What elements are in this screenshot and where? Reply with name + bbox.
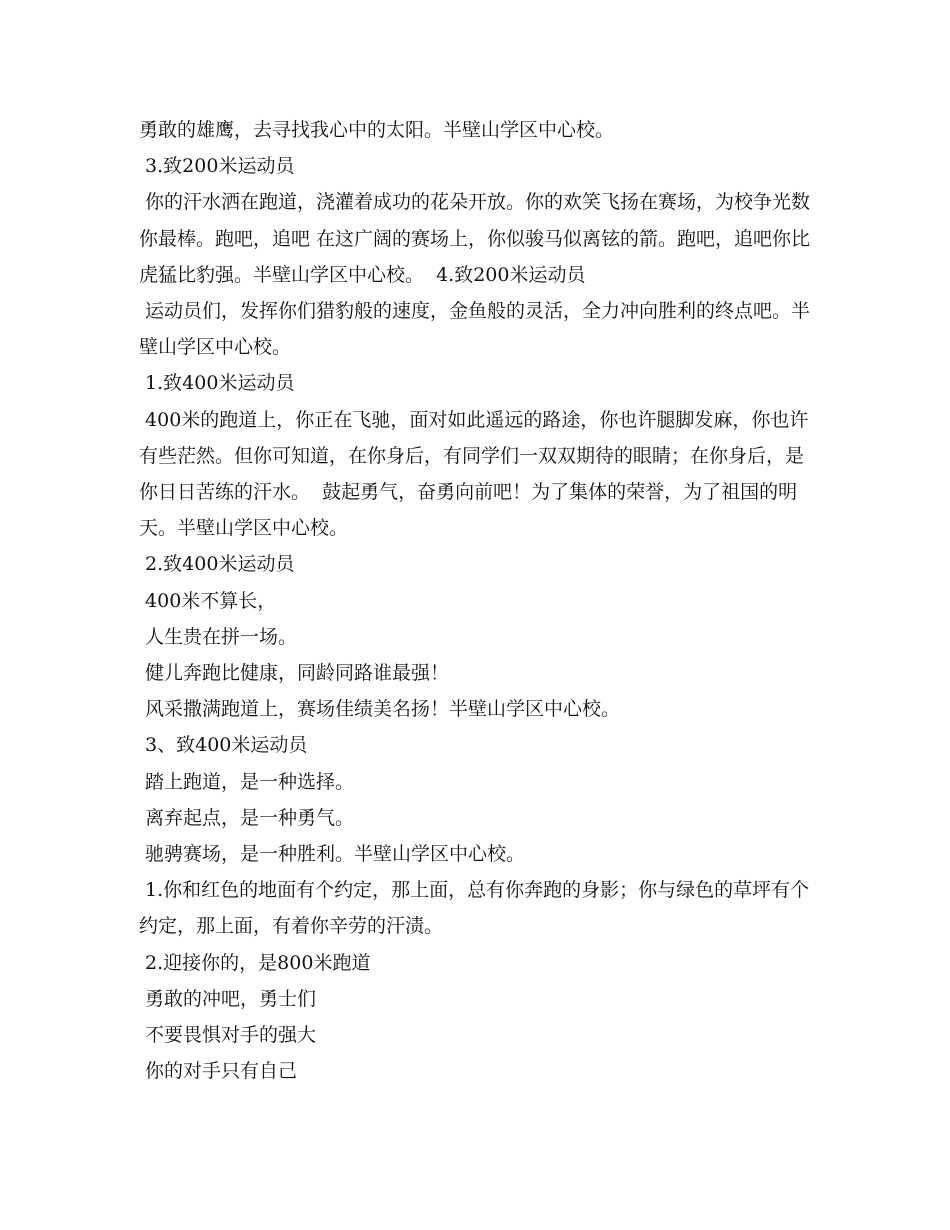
- poem-line: 健儿奔跑比健康，同龄同路谁最强！: [139, 662, 450, 685]
- heading-400m-3: 3、致400米运动员: [139, 734, 308, 757]
- poem-line: 你的对手只有自己: [139, 1060, 298, 1083]
- heading-400m-2: 2.致400米运动员: [139, 553, 295, 576]
- heading-400m-1: 1.致400米运动员: [139, 372, 295, 395]
- poem-line: 驰骋赛场，是一种胜利。半壁山学区中心校。: [139, 843, 526, 866]
- poem-line: 不要畏惧对手的强大: [139, 1024, 317, 1047]
- paragraph-200m-4: 运动员们，发挥你们猎豹般的速度，金鱼般的灵活，全力冲向胜利的终点吧。半壁山学区中心校。: [139, 300, 811, 359]
- document-page: [139, 112, 817, 1089]
- paragraph-800m-1: 1.你和红色的地面有个约定，那上面，总有你奔跑的身影；你与绿色的草坪有个约定，那上面，有着你辛劳的汗渍。: [139, 879, 810, 938]
- paragraph-1: 勇敢的雄鹰，去寻找我心中的太阳。半壁山学区中心校。: [139, 119, 615, 141]
- poem-line: 离弃起点，是一种勇气。: [139, 806, 355, 829]
- heading-200m-3: 3.致200米运动员: [139, 155, 295, 178]
- poem-line: 400米不算长，: [139, 589, 277, 612]
- paragraph-400m-1: 400米的跑道上，你正在飞驰，面对如此遥远的路途，你也许腿脚发麻，你也许有些茫然。但你可知道，在你身后，有同学们一双双期待的眼睛；在你身后，是你日日苦练的汗水。 鼓起勇气，奋勇向前吧！为了集体的荣誉，为了祖国的明天。半壁山学区中心校。: [139, 408, 809, 540]
- poem-line: 勇敢的冲吧，勇士们: [139, 987, 317, 1010]
- heading-800m-2: 2.迎接你的，是800米跑道: [139, 951, 371, 974]
- poem-line: 人生贵在拼一场。: [139, 625, 298, 648]
- paragraph-200m-3: 你的汗水洒在跑道，浇灌着成功的花朵开放。你的欢笑飞扬在赛场，为校争光数你最棒。跑吧，追吧 在这广阔的赛场上，你似骏马似离铉的箭。跑吧，追吧你比虎猛比豹强。半壁山学区中心校。 4.致200米运动员: [139, 191, 811, 286]
- poem-line: 风采撒满跑道上，赛场佳绩美名扬！半壁山学区中心校。: [139, 698, 621, 721]
- poem-line: 踏上跑道，是一种选择。: [139, 770, 355, 793]
